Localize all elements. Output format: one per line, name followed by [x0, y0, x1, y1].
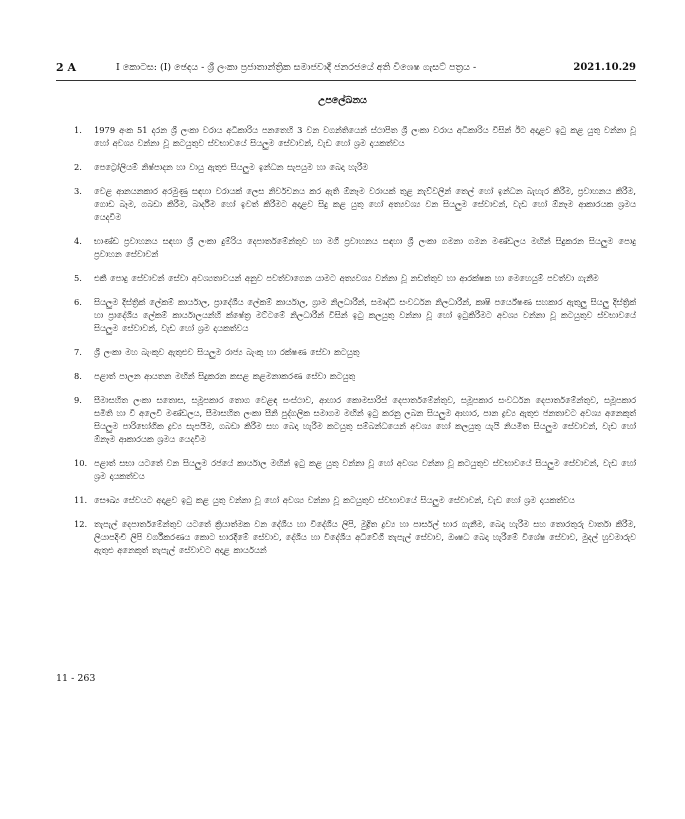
- item-number: 5.: [74, 273, 82, 283]
- list-item: [74, 161, 636, 174]
- item-number: 8.: [74, 371, 82, 381]
- item-number: 3.: [74, 186, 82, 196]
- schedule-list: [74, 124, 636, 568]
- item-text: සියලුම දිස්ත්‍රික් ලේකම් කාර්යාල, ප්‍රාදේශීය ලේකම් කාර්යාල, ග්‍රාම නිලධාරීන්, සමෘද්ධි සංවර්ධන නිලධාරීන්, කෘෂි පර්යේෂණ සහකාර ඇතුලු සියලු දිස්ත්‍රික් හා ප්‍රාදේශීය ලේකම් කාර්යාලයන්හි ක්ෂේත්‍ර මට්ටමේ නිලධාරීන් විසින් ඉටු කලයුතු වන්නා වූ හෝ ඉටුකිරීමට අවශ්‍ය වන්නා වූ කටයුතුව ස්වභාවයේ සියලුම සේවාවන්, වැඩ හෝ ශ්‍රම දායකත්වය: [94, 297, 636, 333]
- item-number: 6.: [74, 297, 82, 307]
- item-text: එකී පොදු සේවාවන් සේවා අවශ්‍යතාවයන් අනුව පවත්වාගෙන යාමට අත්‍යවශ්‍ය වන්නා වූ නඩත්තුව හා ආරක්ෂක හා මෙහෙයුම් පවත්වා ගැනීම: [94, 273, 599, 283]
- list-item: [74, 235, 636, 261]
- list-item: [74, 457, 636, 483]
- item-text: 1979 අංක 51 දරන ශ්‍රී ලංකා වරාය අධිකාරිය පනතෙහි 3 වන වගන්තියෙන් ස්ථාපිත ශ්‍රී ලංකා වරාය අධිකාරිය විසින් ඊට අදාළව ඉටු කළ යුතු වන්නා වූ හෝ අවශ්‍ය වන්නා වූ කටයුතුව ස්වභාවයේ සියලුම සේවාවන්, වැඩ හෝ ශ්‍රම දායකත්වය: [94, 125, 636, 148]
- item-text: ශ්‍රී ලංකා මහ බැංකුව ඇතුළුව සියලුම රාජ්‍ය බැංකු හා රක්ෂණ සේවා කටයුතු: [94, 347, 360, 357]
- item-text: පළාත් පාලන ආයතන මඟින් සිදුකරන කසළ කළමනාකරණ සේවා කටයුතු: [94, 371, 356, 381]
- list-item: [74, 394, 636, 446]
- list-item: [74, 185, 636, 224]
- list-item: [74, 346, 636, 359]
- item-text: පෙට්‍රෝලියම් නිෂ්පාදන හා වායු ඇතුළු සියලුම ඉන්ධන සැපයුම හා බෙදා හැරීම: [94, 162, 369, 172]
- item-number: 1.: [74, 125, 82, 135]
- list-item: [74, 518, 636, 557]
- item-number: 11.: [74, 495, 88, 505]
- item-number: 9.: [74, 395, 82, 405]
- list-item: [74, 124, 636, 150]
- item-text: භාණ්ඩ ප්‍රවාහනය සඳහා ශ්‍රී ලංකා දුම්රිය දෙපාර්තමේන්තුව හා මගී ප්‍රවාහනය සඳහා ශ්‍රී ලංකා ගමනා ගමන මණ්ඩලය මඟින් සිදුකරන සියලුම පොදු ප්‍රවාහන සේවාවන්: [94, 236, 636, 259]
- item-text: වෙළ ආනයනකාර අරමුණු සඳහා වරායක් ලෙස නිර්වචනය කර ඇති ඕනෑම වරායක් තුළ නැව්වලින් තෙල් හෝ ඉන්ධන බැහැර කිරීම, ප්‍රවාහනය කිරීම, ගොඩ බෑම, ගබඩා කිරීම, බාර්දීම හෝ ඉවත් කිරීමට අදාළව සිදු කළ යුතු හෝ අත්‍යවශ්‍ය වන සියලුම සේවාවන්, වැඩ හෝ ඕනෑම ආකාරයක ශ්‍රමය යෙදවීම: [94, 186, 636, 222]
- page-footer-code: 11 - 263: [56, 673, 96, 684]
- item-number: 10.: [74, 458, 88, 468]
- page-number: 2 A: [56, 61, 77, 74]
- item-number: 7.: [74, 347, 82, 357]
- item-text: තැපැල් දෙපාර්තමේන්තුව යටතේ ක්‍රියාත්මක වන දේශීය හා විදේශීය ලිපි, මුද්‍රිත ද්‍රව්‍ය හා පාර්සල් භාර ගැනීම, බෙදා හැරීම සහ තොරතුරු වාර්තා කිරීම, ලියාපදිංචි ලිපි වර්ගීකරණය කොට භාරදීමේ සේවාව, දේශීය හා විදේශීය අධිවේගී තැපැල් සේවාව, ඖෂධ බෙදා හැරීමේ විශේෂ සේවාව, මුදල් හුවමාරුව ඇතුළු අනෙකුත් තැපැල් සේවාවට අදාළ කාර්යයන්: [94, 519, 636, 555]
- gazette-title: I කොටස: (I) ඡෙදය - ශ්‍රී ලංකා ප්‍රජාතාන්ත්‍රික සමාජවාදී ජනරජයේ අති විශෙෂ ගැසට් පත්‍රය -: [116, 62, 477, 73]
- item-text: සීමාසහිත ලංකා සතොස, සමූපකාර තොග වෙළඳ සංස්ථාව, ආහාර කොමසාරිස් දෙපාර්තමේන්තුව, සමූපකාර සංවර්ධන දෙපාර්තමේන්තුව, සමූපකාර සමිති හා වී අලෙවි මණ්ඩලය, සීමාසහිත ලංකා සීනි පුද්ගලික සමාගම මඟින් ඉටු කරනු ලබන සියලුම ආහාර, පාන ද්‍රව්‍ය ඇතුළු ජනතාවට අවශ්‍ය අනෙකුත් සියලුම පාරිභෝගික ද්‍රව්‍ය සැපයීම, ගබඩා කිරීම සහ බෙදා හැරීම කටයුතු සම්බන්ධයෙන් අවශ්‍ය හෝ කලයුතු යැයි නියමිත සියලුම සේවාවන්, වැඩ හෝ ඕනෑම ආකාරයක ශ්‍රමය යෙදවීම: [94, 395, 636, 444]
- list-item: [74, 272, 636, 285]
- item-number: 12.: [74, 519, 88, 529]
- list-item: [74, 370, 636, 383]
- section-title: උපලේඛනය: [318, 95, 367, 106]
- item-text: පළාත් සභා යටතේ වන සියලුම රජයේ කාර්යාල මඟින් ඉටු කළ යුතු වන්නා වූ හෝ අවශ්‍ය වන්නා වූ කටයුතුව ස්වභාවයේ සියලුම සේවාවන්, වැඩ හෝ ශ්‍රම දායකත්වය: [94, 458, 636, 481]
- list-item: [74, 296, 636, 335]
- item-number: 2.: [74, 162, 82, 172]
- header-rule: [56, 80, 636, 81]
- list-item: [74, 494, 636, 507]
- gazette-date: 2021.10.29: [573, 62, 636, 73]
- item-number: 4.: [74, 236, 82, 246]
- item-text: සෞඛ්‍ය සේවයට අදාළව ඉටු කළ යුතු වන්නා වූ හෝ අවශ්‍ය වන්නා වූ කටයුතුව ස්වභාවයේ සියලුම සේවාවන්, වැඩ හෝ ශ්‍රම දායකත්වය: [94, 495, 575, 505]
